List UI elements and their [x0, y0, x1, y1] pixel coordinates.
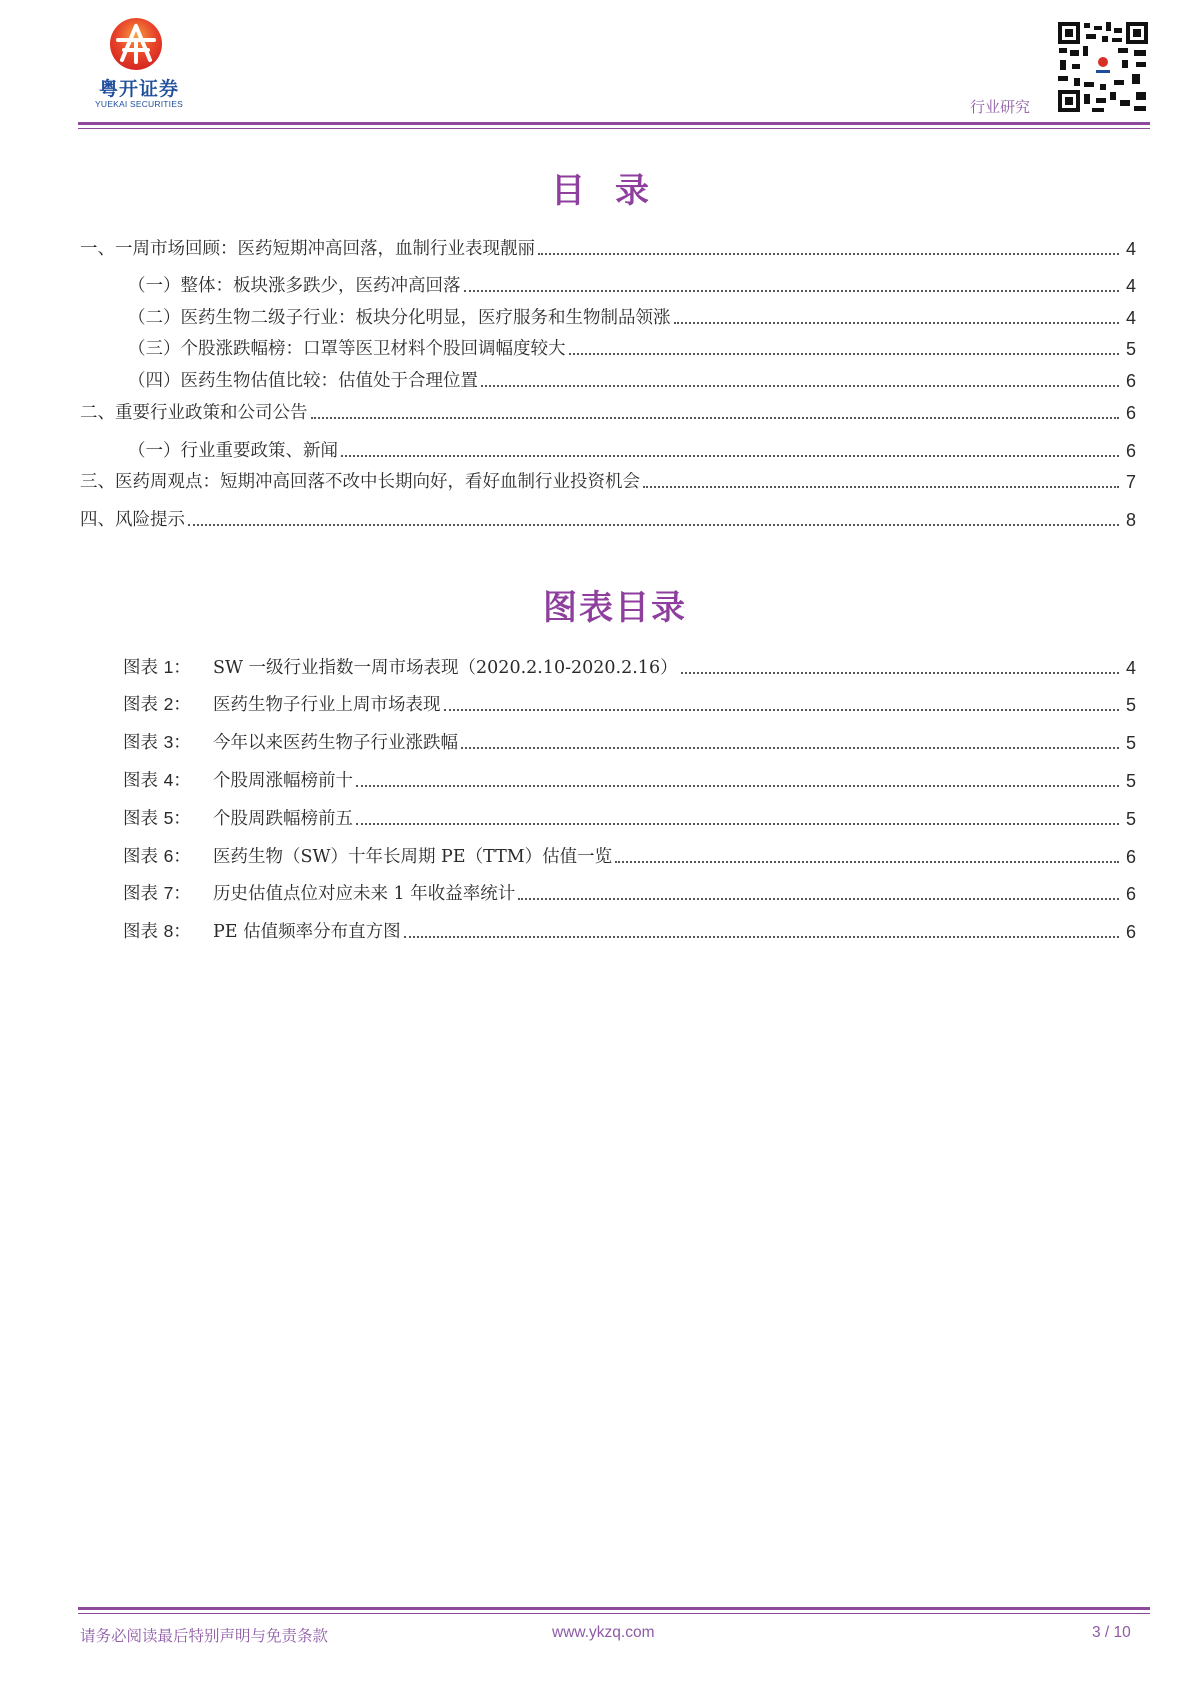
toc-item[interactable]: [80, 469, 1136, 493]
toc-item-page: 7: [1125, 472, 1136, 492]
toc-item-label: 一、一周市场回顾：医药短期冲高回落，血制行业表现靓丽: [80, 239, 535, 259]
logo-emblem-icon: [110, 18, 162, 70]
toc-item[interactable]: [80, 400, 1136, 424]
figure-item-number: 图表 6：: [123, 846, 191, 867]
figure-item-label: SW 一级行业指数一周市场表现（2020.2.10-2020.2.16）: [213, 658, 678, 678]
figure-item-label: 医药生物（SW）十年长周期 PE（TTM）估值一览: [213, 847, 613, 867]
figure-item[interactable]: [123, 806, 1136, 830]
figure-list-title: 图表目录: [543, 588, 687, 628]
toc-item-page: 6: [1125, 403, 1136, 423]
toc-item[interactable]: [128, 336, 1136, 360]
toc-item-page: 4: [1125, 308, 1136, 328]
toc-item-label: （二）医药生物二级子行业：板块分化明显，医疗服务和生物制品领涨: [128, 308, 671, 328]
leader-dots: [341, 454, 1119, 457]
figure-item[interactable]: [123, 655, 1136, 679]
footer-divider-thin: [78, 1613, 1150, 1615]
figure-item-page: 5: [1125, 733, 1136, 753]
figure-item-label: 今年以来医药生物子行业涨跌幅: [213, 733, 458, 753]
toc-item-label: （一）行业重要政策、新闻: [128, 441, 338, 461]
leader-dots: [615, 860, 1119, 863]
toc-item-page: 5: [1125, 339, 1136, 359]
figure-item-label: 历史估值点位对应未来 1 年收益率统计: [213, 884, 516, 904]
toc-item-label: 二、重要行业政策和公司公告: [80, 403, 308, 423]
figure-item-label: 医药生物子行业上周市场表现: [213, 695, 441, 715]
figure-item[interactable]: [123, 768, 1136, 792]
toc-item[interactable]: [128, 273, 1136, 297]
logo-english-name: YUEKAI SECURITIES: [95, 99, 183, 109]
toc-item-page: 4: [1125, 239, 1136, 259]
leader-dots: [569, 352, 1120, 355]
leader-dots: [643, 485, 1119, 488]
figure-item-page: 6: [1125, 922, 1136, 942]
logo-chinese-name: 粤开证券: [98, 78, 179, 100]
header-divider-thin: [78, 128, 1150, 130]
figure-item-number: 图表 5：: [123, 808, 191, 829]
figure-item[interactable]: [123, 692, 1136, 716]
figure-item[interactable]: [123, 919, 1136, 943]
leader-dots: [356, 784, 1119, 787]
toc-item[interactable]: [80, 236, 1136, 260]
toc-item-label: 三、医药周观点：短期冲高回落不改中长期向好，看好血制行业投资机会: [80, 472, 640, 492]
toc-item-page: 6: [1125, 441, 1136, 461]
figure-item-page: 5: [1125, 771, 1136, 791]
footer-divider: [78, 1607, 1150, 1610]
figure-item-label: PE 估值频率分布直方图: [213, 922, 401, 942]
figure-item[interactable]: [123, 881, 1136, 905]
figure-item-page: 6: [1125, 884, 1136, 904]
company-logo: [84, 18, 194, 113]
leader-dots: [461, 746, 1119, 749]
leader-dots: [356, 822, 1119, 825]
toc-item[interactable]: [128, 438, 1136, 462]
toc-item-label: （四）医药生物估值比较：估值处于合理位置: [128, 371, 478, 391]
figure-item-label: 个股周跌幅榜前五: [213, 809, 353, 829]
leader-dots: [188, 523, 1119, 526]
leader-dots: [674, 321, 1120, 324]
footer-website-link[interactable]: www.ykzq.com: [552, 1624, 655, 1641]
figure-item-page: 4: [1125, 658, 1136, 678]
toc-item[interactable]: [128, 368, 1136, 392]
figure-item-number: 图表 8：: [123, 921, 191, 942]
leader-dots: [518, 897, 1119, 900]
toc-title: 目录: [551, 171, 679, 211]
toc-item-page: 6: [1125, 371, 1136, 391]
figure-item-label: 个股周涨幅榜前十: [213, 771, 353, 791]
toc-item-label: （一）整体：板块涨多跌少，医药冲高回落: [128, 276, 461, 296]
leader-dots: [681, 671, 1119, 674]
toc-item[interactable]: [80, 507, 1136, 531]
figure-item[interactable]: [123, 730, 1136, 754]
figure-item-number: 图表 7：: [123, 883, 191, 904]
figure-item-number: 图表 1：: [123, 657, 191, 678]
leader-dots: [464, 289, 1120, 292]
leader-dots: [481, 384, 1119, 387]
header-divider: [78, 122, 1150, 125]
leader-dots: [538, 252, 1119, 255]
figure-item[interactable]: [123, 844, 1136, 868]
leader-dots: [404, 935, 1119, 938]
figure-item-page: 5: [1125, 809, 1136, 829]
toc-item-label: （三）个股涨跌幅榜：口罩等医卫材料个股回调幅度较大: [128, 339, 566, 359]
figure-item-page: 5: [1125, 695, 1136, 715]
toc-item-page: 8: [1125, 510, 1136, 530]
toc-item-page: 4: [1125, 276, 1136, 296]
figure-item-number: 图表 4：: [123, 770, 191, 791]
toc-item-label: 四、风险提示: [80, 510, 185, 530]
footer-disclaimer: 请务必阅读最后特别声明与免责条款: [80, 1627, 329, 1645]
leader-dots: [444, 708, 1120, 711]
qr-code-icon: [1056, 20, 1150, 114]
figure-item-number: 图表 3：: [123, 732, 191, 753]
leader-dots: [311, 416, 1120, 419]
footer-page-number: 3 / 10: [1092, 1624, 1131, 1641]
figure-item-number: 图表 2：: [123, 694, 191, 715]
figure-item-page: 6: [1125, 847, 1136, 867]
report-category-label: 行业研究: [970, 98, 1031, 116]
toc-item[interactable]: [128, 305, 1136, 329]
